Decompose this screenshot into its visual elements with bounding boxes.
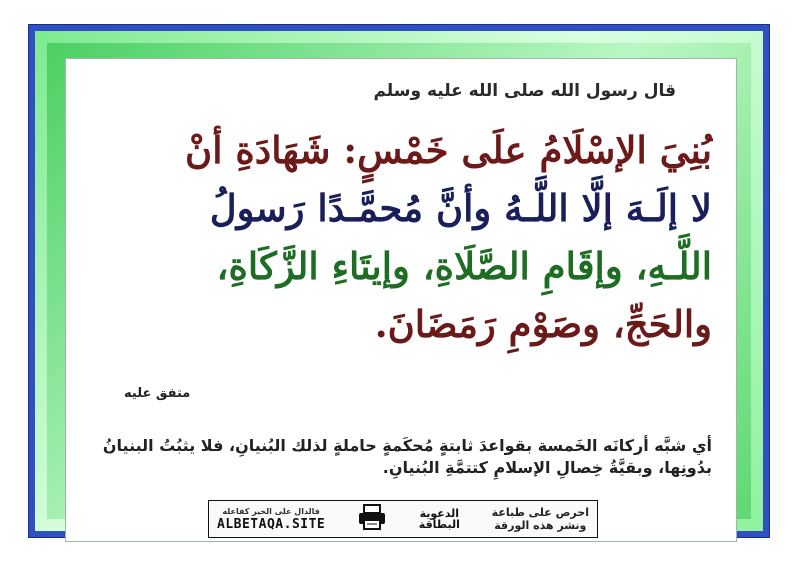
hadith-text bbox=[86, 121, 712, 353]
hadith-line-3: اللَّـهِ، وإقَامِ الصَّلَاةِ، وإيتَاءِ الزَّكَاةِ، bbox=[216, 244, 712, 288]
print-note-line-2: ونشر هذه الورقة bbox=[494, 519, 587, 532]
print-note-line-1: احرص على طباعة bbox=[491, 506, 589, 519]
logo bbox=[419, 508, 460, 530]
print-note bbox=[492, 506, 589, 532]
footer-bar bbox=[208, 500, 598, 538]
printer-icon bbox=[357, 504, 387, 534]
logo-line-2: البطاقة bbox=[418, 518, 460, 531]
explanation-text: أي شبَّه أركانَه الخَمسة بقواعدَ ثابتةٍ مُحكَمةٍ حاملةٍ لذلك البُنيانِ، فلا يثبُتُ البنيانُ بدُونِها، وبقيَّةُ خِصالِ الإسلامِ كتتمَّةِ البُنيانِ. bbox=[102, 436, 712, 477]
hadith-line-1: بُنِيَ الإسْلَامُ علَى خَمْسٍ: شَهَادَةِ أنْ bbox=[185, 128, 712, 172]
hadith-line-2: لا إلَـهَ إلَّا اللَّـهُ وأنَّ مُحمَّـدًا رَسولُ bbox=[209, 186, 712, 230]
site-prefix: فالدال على الخير كفاعله bbox=[222, 506, 320, 516]
hadith-line-4: والحَجِّ، وصَوْمِ رَمَضَانَ. bbox=[374, 302, 712, 346]
site-name: ALBETAQA.SITE bbox=[217, 516, 326, 532]
hadith-source: متفق عليه bbox=[124, 386, 191, 401]
site-box bbox=[217, 507, 325, 532]
logo-line-1: الدعوية bbox=[419, 507, 460, 520]
intro-line: قال رسول الله صلى الله عليه وسلم bbox=[373, 81, 676, 101]
hadith-card bbox=[65, 58, 737, 542]
